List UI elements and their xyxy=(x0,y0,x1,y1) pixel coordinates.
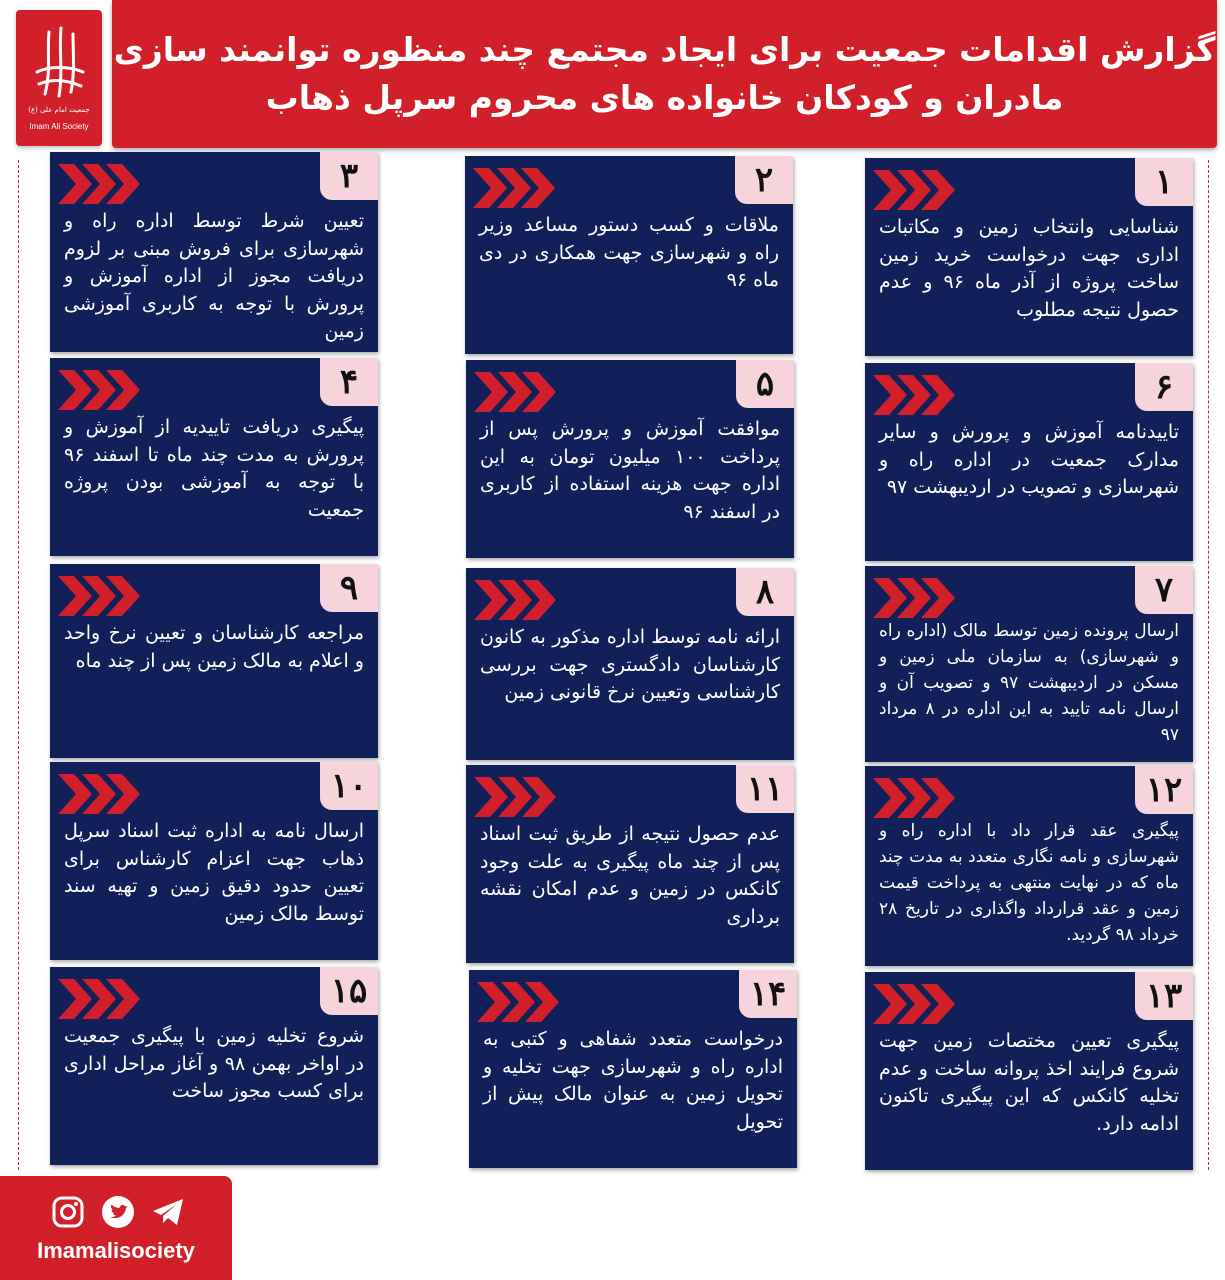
logo-name-fa: جمعیت امام علی (ع) xyxy=(28,106,90,114)
logo-name-en: Imam Ali Society xyxy=(29,122,89,131)
society-logo-icon xyxy=(29,22,89,102)
chevrons-icon xyxy=(473,166,559,210)
instagram-icon[interactable] xyxy=(50,1194,86,1230)
step-card xyxy=(50,762,378,960)
chevrons-icon xyxy=(474,775,560,819)
step-card xyxy=(50,967,378,1165)
step-text: پیگیری دریافت تاییدیه از آموزش و پرورش به مدت چند ماه تا اسفند ۹۶ با توجه به آموزشی بودن پروژه جمعیت xyxy=(64,416,364,521)
step-number: ۱ xyxy=(1135,158,1193,206)
step-number: ۱۴ xyxy=(739,970,797,1018)
twitter-icon[interactable] xyxy=(100,1194,136,1230)
step-text: شناسایی وانتخاب زمین و مکاتبات اداری جهت درخواست خرید زمین ساخت پروژه از آذر ماه ۹۶ و عدم حصول نتیجه مطلوب xyxy=(879,216,1179,321)
chevrons-icon xyxy=(873,168,959,212)
step-number: ۲ xyxy=(735,156,793,204)
chevrons-icon xyxy=(58,368,144,412)
step-text: ارائه نامه توسط اداره مذکور به کانون کارشناسان دادگستری جهت بررسی کارشناسی وتعیین نرخ قانونی زمین xyxy=(480,626,780,703)
step-card xyxy=(466,765,794,963)
step-text: شروع تخلیه زمین با پیگیری جمعیت در اواخر بهمن ۹۸ و آغاز مراحل اداری برای کسب مجوز ساخت xyxy=(64,1025,365,1102)
chevrons-icon xyxy=(873,373,959,417)
step-number: ۴ xyxy=(320,358,378,406)
chevrons-icon xyxy=(873,776,959,820)
chevrons-icon xyxy=(58,977,144,1021)
step-text: پیگیری عقد قرار داد با اداره راه و شهرسازی و نامه نگاری متعدد به مدت چند ماه که در نهایت منتهی به پرداخت قیمت زمین و عقد قرارداد واگذاری در تاریخ ۲۸ خرداد ۹۸ گردید. xyxy=(879,821,1179,945)
step-number: ۱۰ xyxy=(320,762,378,810)
social-footer xyxy=(0,1176,232,1280)
step-number: ۱۳ xyxy=(1135,972,1193,1020)
step-text: تعیین شرط توسط اداره راه و شهرسازی برای فروش مبنی بر لزوم دریافت مجوز از اداره آموزش و پرورش با توجه به کاربری آموزشی زمین xyxy=(64,210,364,342)
step-card xyxy=(865,566,1193,762)
step-card xyxy=(50,358,378,556)
step-text: تاییدنامه آموزش و پرورش و سایر مدارک جمعیت در اداره راه و شهرسازی و تصویب در اردیبهشت ۹۷ xyxy=(879,421,1179,498)
step-card xyxy=(50,152,378,352)
step-card xyxy=(865,972,1193,1170)
title-line-2: مادران و کودکان خانواده های محروم سرپل ذهاب xyxy=(265,78,1064,117)
step-text: موافقت آموزش و پرورش پس از پرداخت ۱۰۰ میلیون تومان به این اداره جهت هزینه استفاده از کاربری در اسفند ۹۶ xyxy=(480,418,780,523)
step-card xyxy=(865,766,1193,966)
step-card xyxy=(865,363,1193,561)
step-number: ۳ xyxy=(320,152,378,200)
chevrons-icon xyxy=(58,574,144,618)
step-number: ۹ xyxy=(320,564,378,612)
step-text: عدم حصول نتیجه از طریق ثبت اسناد پس از چند ماه پیگیری به علت وجود کانکس در زمین و عدم امکان نقشه برداری xyxy=(480,823,780,928)
chevrons-icon xyxy=(873,576,959,620)
chevrons-icon xyxy=(474,578,560,622)
telegram-icon[interactable] xyxy=(150,1194,186,1230)
step-number: ۱۵ xyxy=(320,967,378,1015)
step-card xyxy=(466,568,794,760)
step-number: ۱۲ xyxy=(1135,766,1193,814)
logo xyxy=(16,10,102,146)
step-text: مراجعه کارشناسان و تعیین نرخ واحد و اعلام به مالک زمین پس از چند ماه xyxy=(64,622,364,672)
right-dashed-line xyxy=(1208,160,1209,1170)
step-card xyxy=(466,360,794,558)
step-card xyxy=(469,970,797,1168)
step-card xyxy=(865,158,1193,356)
step-card xyxy=(50,564,378,758)
step-number: ۵ xyxy=(736,360,794,408)
step-text: ارسال پرونده زمین توسط مالک (اداره راه و شهرسازی) به سازمان ملی زمین و مسکن در اردیبهشت ۹۷ و تصویب آن و ارسال نامه تایید به این اداره در ۸ مرداد ۹۷ xyxy=(879,621,1179,745)
step-number: ۶ xyxy=(1135,363,1193,411)
step-number: ۷ xyxy=(1135,566,1193,614)
step-number: ۱۱ xyxy=(736,765,794,813)
left-dashed-line xyxy=(18,160,19,1170)
chevrons-icon xyxy=(58,772,144,816)
page-title xyxy=(112,0,1217,148)
step-number: ۸ xyxy=(736,568,794,616)
chevrons-icon xyxy=(58,162,144,206)
step-card xyxy=(465,156,793,354)
title-line-1: گزارش اقدامات جمعیت برای ایجاد مجتمع چند منظوره توانمند سازی xyxy=(113,30,1216,69)
chevrons-icon xyxy=(477,980,563,1024)
step-text: ارسال نامه به اداره ثبت اسناد سرپل ذهاب جهت اعزام کارشناس برای تعیین حدود دقیق زمین و تهیه سند توسط مالک زمین xyxy=(64,820,364,925)
social-handle: Imamalisociety xyxy=(37,1238,195,1263)
step-text: درخواست متعدد شفاهی و کتبی به اداره راه و شهرسازی جهت تخلیه و تحویل زمین به عنوان مالک پیش از تحویل xyxy=(483,1028,783,1133)
step-text: پیگیری تعیین مختصات زمین جهت شروع فرایند اخذ پروانه ساخت و عدم تخلیه کانکس که این پیگیری تاکنون ادامه دارد. xyxy=(879,1030,1179,1135)
chevrons-icon xyxy=(474,370,560,414)
chevrons-icon xyxy=(873,982,959,1026)
step-text: ملاقات و کسب دستور مساعد وزیر راه و شهرسازی جهت همکاری در دی ماه ۹۶ xyxy=(479,214,779,291)
